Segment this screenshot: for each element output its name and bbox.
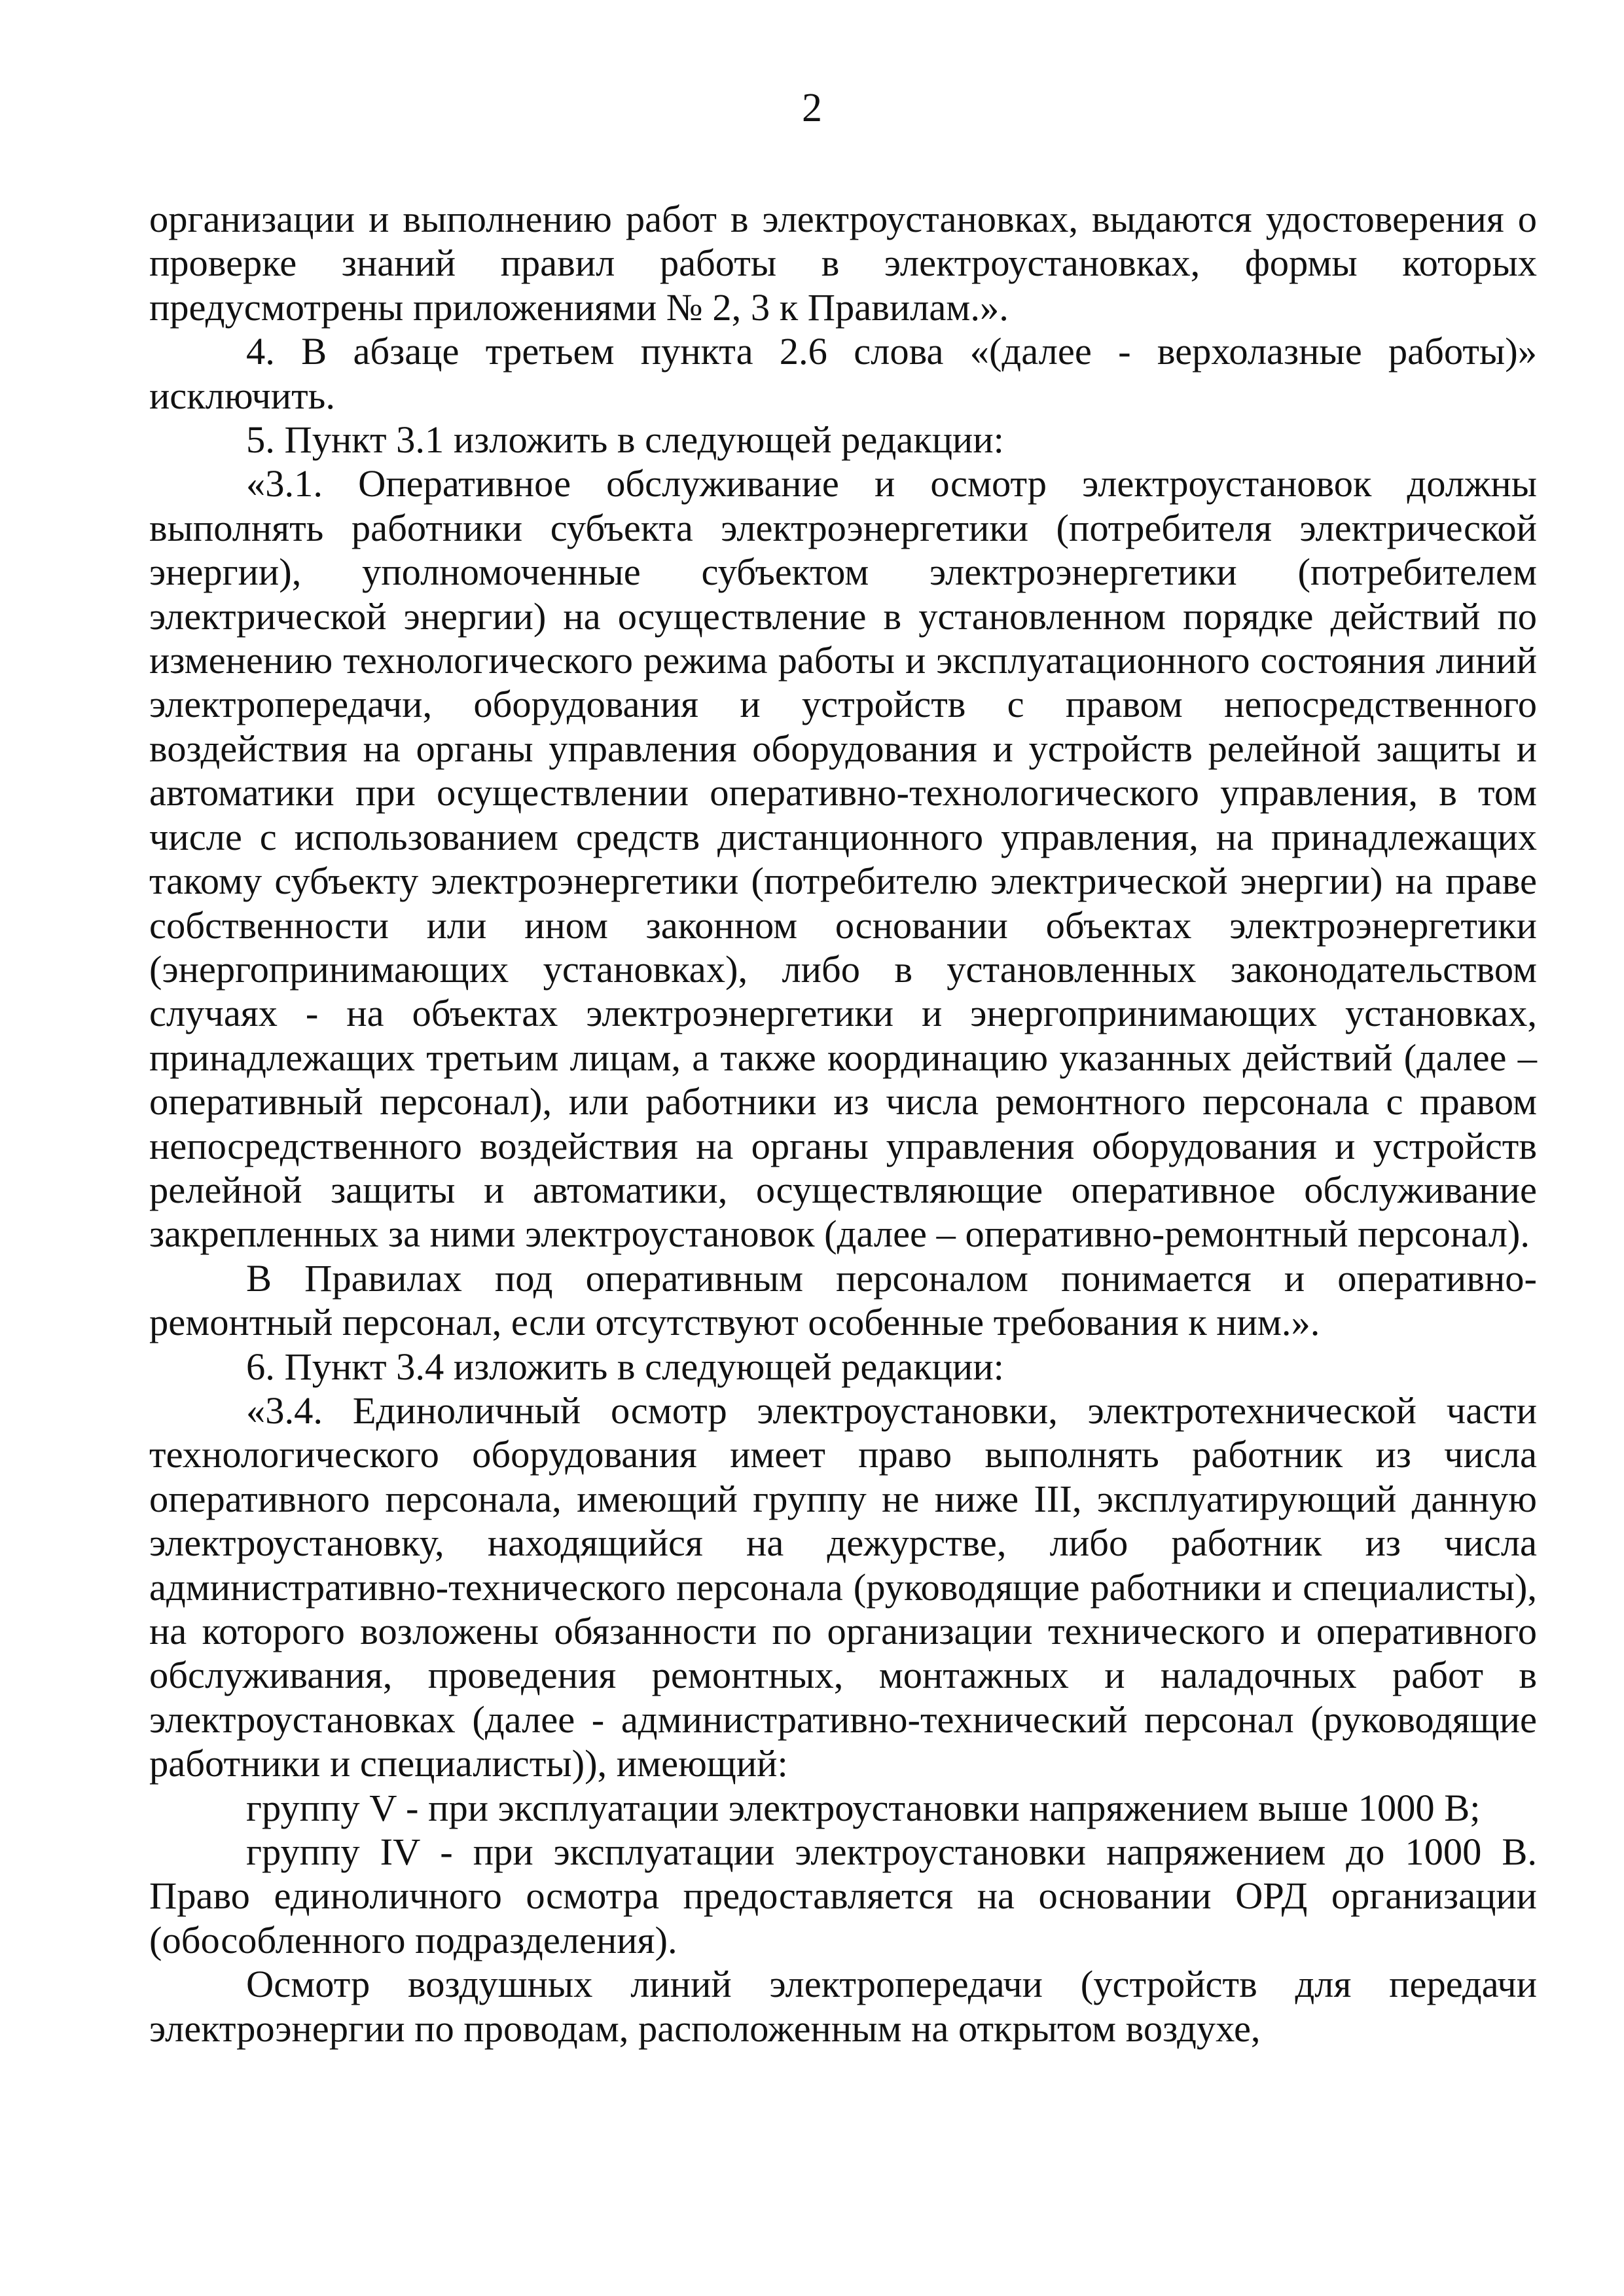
paragraph-item-4: 4. В абзаце третьем пункта 2.6 слова «(далее - верхолазные работы)» исключить.	[149, 330, 1537, 417]
document-body	[149, 197, 1537, 2050]
page-number: 2	[802, 86, 822, 130]
paragraph-group-v: группу V - при эксплуатации электроустановки напряжением выше 1000 В;	[246, 1786, 1481, 1829]
paragraph-operative-personnel-note: В Правилах под оперативным персоналом понимается и оперативно-ремонтный персонал, если отсутствуют особенные требования к ним.».	[149, 1256, 1537, 1344]
paragraph-continuation: организации и выполнению работ в электроустановках, выдаются удостоверения о проверке знаний правил работы в электроустановках, формы которых предусмотрены приложениями № 2, 3 к Правилам.».	[149, 198, 1537, 329]
paragraph-clause-3-1: «3.1. Оперативное обслуживание и осмотр электроустановок должны выполнять работники субъекта электроэнергетики (потребителя электрической энергии), уполномоченные субъектом электроэнергетики (потребителем электрической энергии) на осуществление в установленном порядке действий по изменению технологического режима работы и эксплуатационного состояния линий электропередачи, оборудования и устройств с правом непосредственного воздействия на органы управления оборудования и устройств релейной защиты и автоматики при осуществлении оперативно-технологического управления, в том числе с использованием средств дистанционного управления, на принадлежащих такому субъекту электроэнергетики (потребителю электрической энергии) на праве собственности или ином законном основании объектах электроэнергетики (энергопринимающих установках), либо в установленных законодательством случаях - на объектах электроэнергетики и энергопринимающих установках, принадлежащих третьим лицам, а также координацию указанных действий (далее – оперативный персонал), или работники из числа ремонтного персонала с правом непосредственного воздействия на органы управления оборудования и устройств релейной защиты и автоматики, осуществляющие оперативное обслуживание закрепленных за ними электроустановок (далее – оперативно-ремонтный персонал).	[149, 462, 1537, 1256]
paragraph-group-iv: группу IV - при эксплуатации электроустановки напряжением до 1000 В. Право единоличного осмотра предоставляется на основании ОРД организации (обособленного подразделения).	[149, 1831, 1537, 1961]
paragraph-overhead-lines: Осмотр воздушных линий электропередачи (устройств для передачи электроэнергии по проводам, расположенным на открытом воздухе,	[149, 1963, 1537, 2050]
paragraph-item-6: 6. Пункт 3.4 изложить в следующей редакции:	[246, 1345, 1004, 1388]
paragraph-clause-3-4: «3.4. Единоличный осмотр электроустановки, электротехнической части технологического оборудования имеет право выполнять работник из числа оперативного персонала, имеющий группу не ниже III, эксплуатирующий данную электроустановку, находящийся на дежурстве, либо работник из числа административно-технического персонала (руководящие работники и специалисты), на которого возложены обязанности по организации технического и оперативного обслуживания, проведения ремонтных, монтажных и наладочных работ в электроустановках (далее - административно-технический персонал (руководящие работники и специалисты)), имеющий:	[149, 1389, 1537, 1785]
paragraph-item-5: 5. Пункт 3.1 изложить в следующей редакции:	[246, 418, 1004, 462]
